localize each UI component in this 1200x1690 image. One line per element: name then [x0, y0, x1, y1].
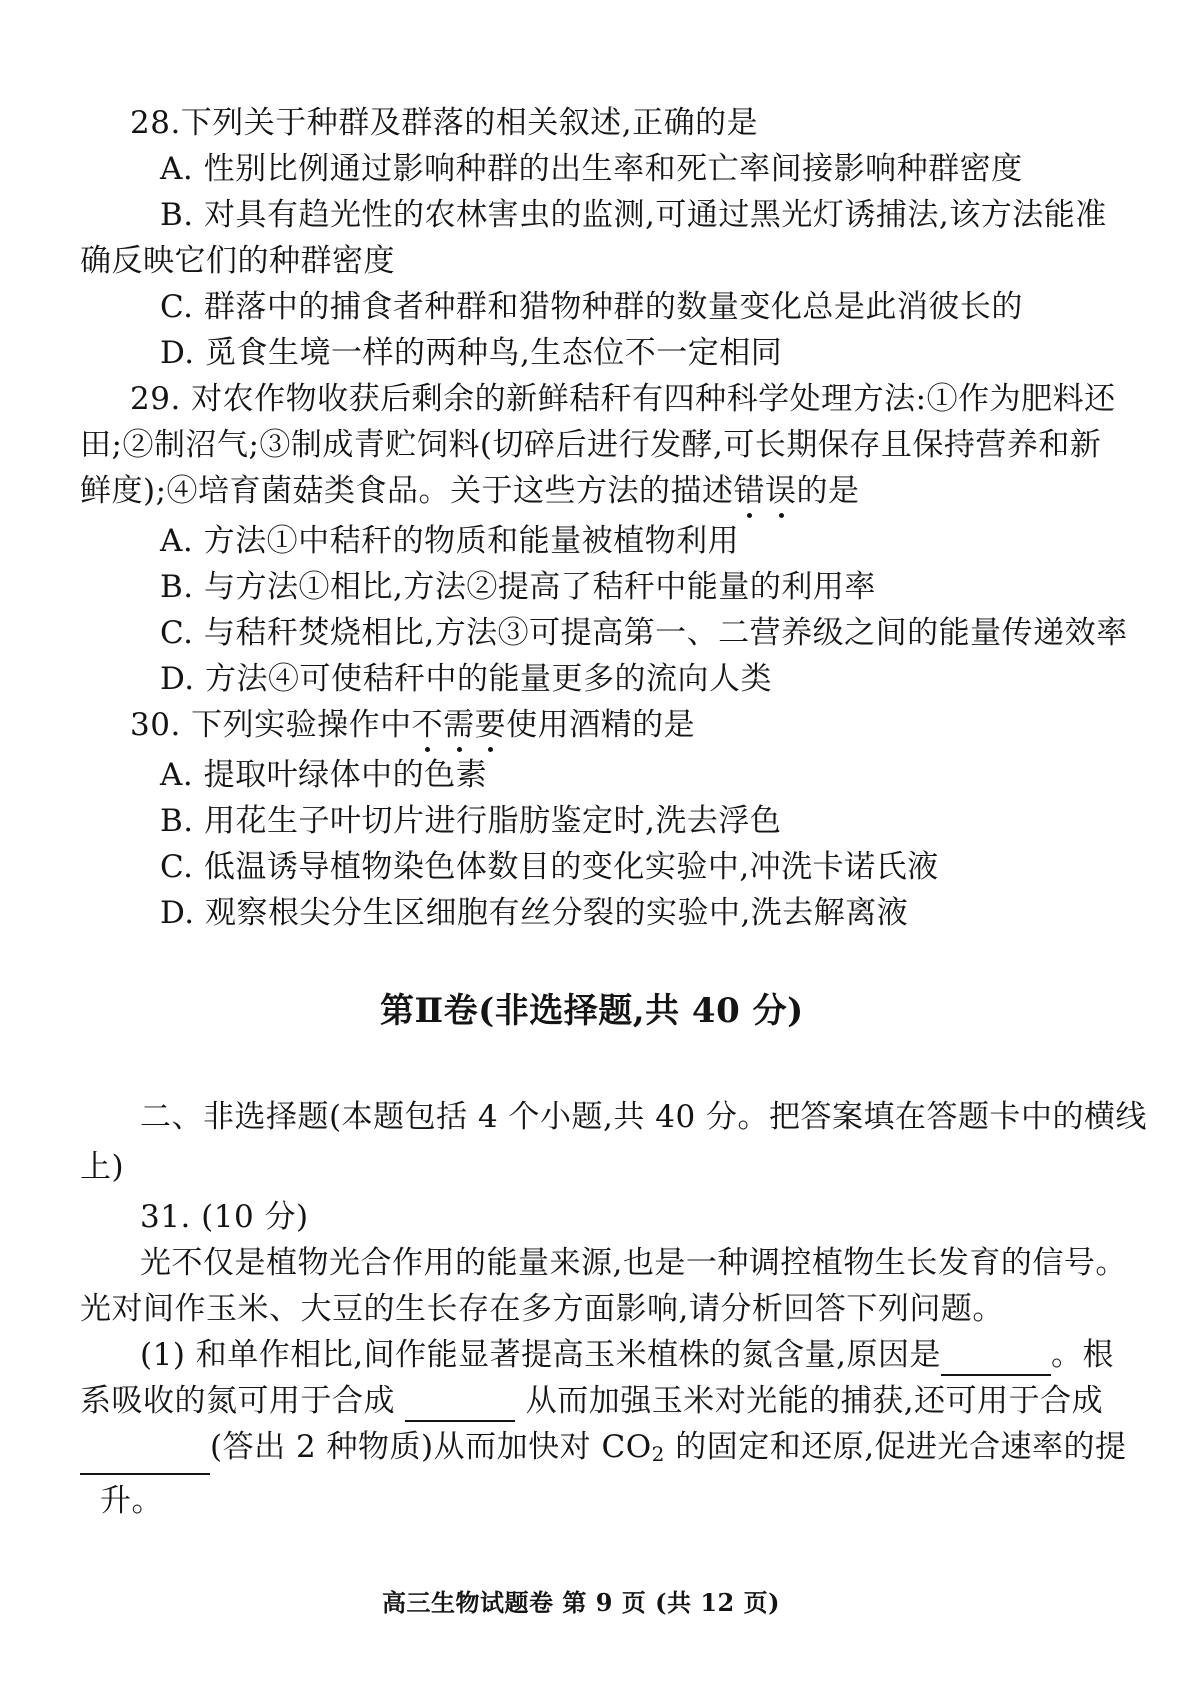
- co2-subscript: 2: [651, 1442, 665, 1466]
- answer-blank: [941, 1346, 1051, 1376]
- section-title: 第Ⅱ卷(非选择题,共 40 分): [380, 991, 804, 1031]
- answer-blank: [80, 1445, 210, 1475]
- q29-option-a: A. 方法①中秸秆的物质和能量被植物利用: [160, 523, 740, 559]
- part2-instruction-line1: 二、非选择题(本题包括 4 个小题,共 40 分。把答案填在答题卡中的横线: [140, 1099, 1148, 1135]
- q30-emphasis-char: 不: [412, 704, 444, 746]
- q28-option-b-line1: B. 对具有趋光性的农林害虫的监测,可通过黑光灯诱捕法,该方法能准: [160, 197, 1107, 233]
- q31-sub1-line2-end: 从而加强玉米对光能的捕获,还可用于合成: [525, 1383, 1104, 1419]
- answer-blank: [405, 1392, 515, 1422]
- q31-sub1-line2: [80, 1380, 1103, 1422]
- q28-option-d: D. 觅食生境一样的两种鸟,生态位不一定相同: [160, 335, 783, 371]
- q31-header: 31. (10 分): [140, 1199, 309, 1235]
- q29-stem-line3: [80, 470, 860, 512]
- q29-option-b: B. 与方法①相比,方法②提高了秸秆中能量的利用率: [160, 569, 876, 605]
- q30-option-d: D. 观察根尖分生区细胞有丝分裂的实验中,洗去解离液: [160, 895, 909, 931]
- q30-emphasis-char: 需: [443, 704, 475, 746]
- q29-stem-line3-text: 鲜度);④培育菌菇类食品。关于这些方法的描述: [80, 473, 734, 509]
- q31-sub1-end: 。根: [1050, 1337, 1114, 1373]
- part2-instruction-line2: 上): [80, 1149, 125, 1185]
- page-footer: 高三生物试题卷 第 9 页 (共 12 页): [382, 1588, 780, 1617]
- q29-option-c: C. 与秸秆焚烧相比,方法③可提高第一、二营养级之间的能量传递效率: [160, 615, 1128, 651]
- q31-sub1-line1: [140, 1334, 1114, 1376]
- q29-option-d: D. 方法④可使秸秆中的能量更多的流向人类: [160, 661, 772, 697]
- q30-stem: [130, 704, 695, 746]
- q30-stem-end: 使用酒精的是: [506, 707, 696, 743]
- q31-sub1-line3: [80, 1426, 1127, 1475]
- q29-stem-line1: 29. 对农作物收获后剩余的新鲜秸秆有四种科学处理方法:①作为肥料还: [130, 381, 1116, 417]
- q28-option-c: C. 群落中的捕食者种群和猎物种群的数量变化总是此消彼长的: [160, 289, 1023, 325]
- q28-option-a: A. 性别比例通过影响种群的出生率和死亡率间接影响种群密度: [160, 151, 1023, 187]
- q31-sub1-line3-end: 的固定和还原,促进光合速率的提: [664, 1429, 1127, 1465]
- q30-option-a: A. 提取叶绿体中的色素: [160, 757, 488, 793]
- q31-sub1-line4: 升。: [100, 1483, 163, 1519]
- q30-emphasis-char: 要: [475, 704, 507, 746]
- q29-emphasis-char: 错: [734, 470, 766, 512]
- q31-sub1-line2-text: 系吸收的氮可用于合成: [80, 1383, 395, 1419]
- q29-emphasis-char: 误: [765, 470, 797, 512]
- q28-stem: 28.下列关于种群及群落的相关叙述,正确的是: [130, 105, 759, 141]
- q28-option-b-line2: 确反映它们的种群密度: [80, 243, 395, 279]
- q29-stem-line2: 田;②制沼气;③制成青贮饲料(切碎后进行发酵,可长期保存且保持营养和新: [80, 427, 1102, 463]
- q30-option-c: C. 低温诱导植物染色体数目的变化实验中,冲洗卡诺氏液: [160, 849, 939, 885]
- q31-sub1-line3-text: (答出 2 种物质)从而加快对 CO: [210, 1429, 652, 1465]
- q30-stem-text: 30. 下列实验操作中: [130, 707, 412, 743]
- q29-stem-line3-end: 的是: [796, 473, 860, 509]
- q30-option-b: B. 用花生子叶切片进行脂肪鉴定时,洗去浮色: [160, 803, 782, 839]
- q31-paragraph-line1: 光不仅是植物光合作用的能量来源,也是一种调控植物生长发育的信号。: [140, 1245, 1127, 1281]
- q31-paragraph-line2: 光对间作玉米、大豆的生长存在多方面影响,请分析回答下列问题。: [80, 1291, 1004, 1327]
- q31-sub1-text: (1) 和单作相比,间作能显著提高玉米植株的氮含量,原因是: [140, 1337, 941, 1373]
